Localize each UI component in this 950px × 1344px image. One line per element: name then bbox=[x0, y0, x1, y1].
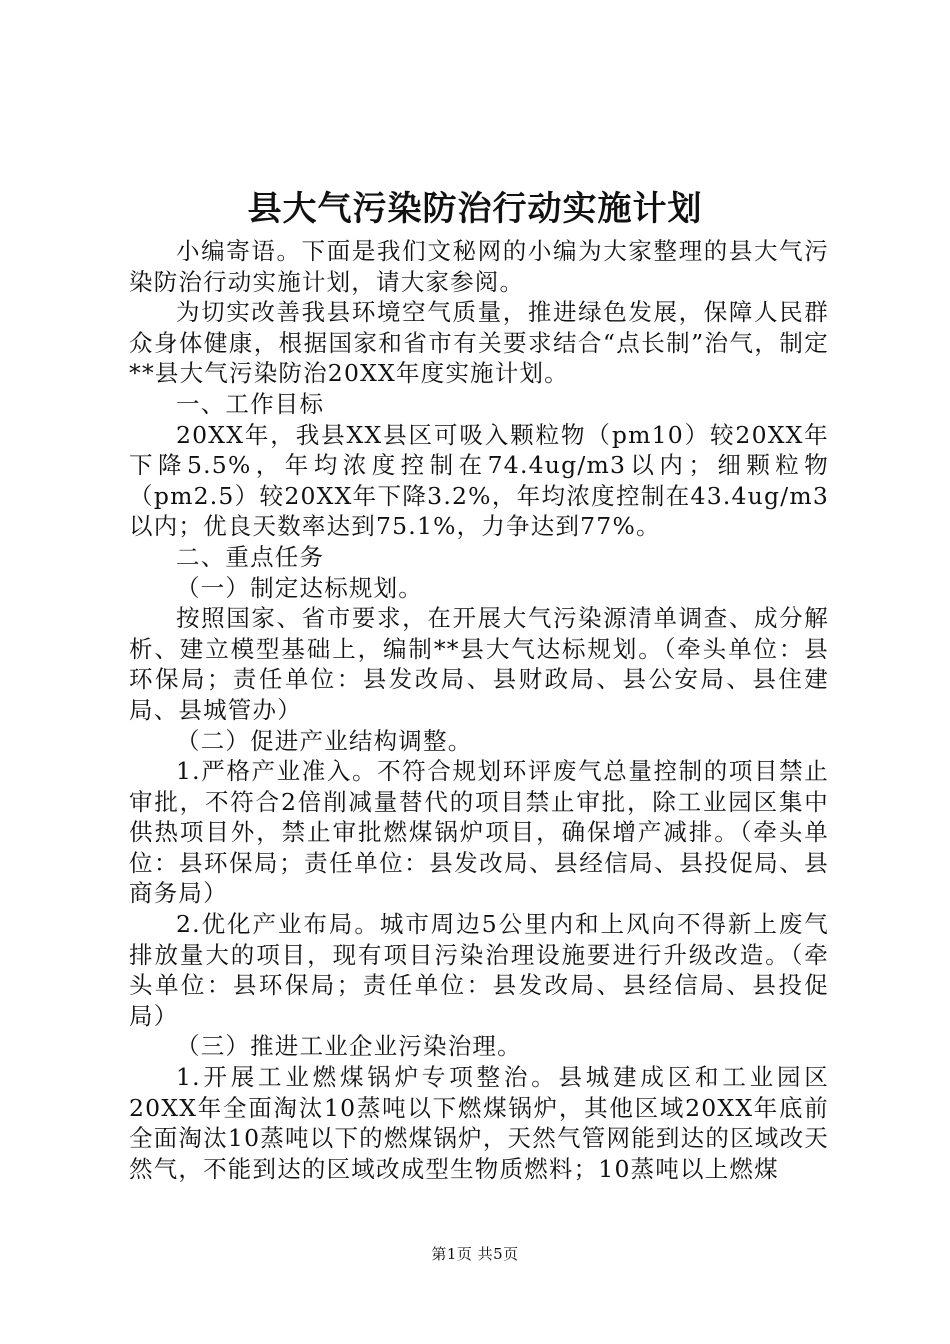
paragraph-intro: 小编寄语。下面是我们文秘网的小编为大家整理的县大气污染防治行动实施计划，请大家参阅。 bbox=[129, 237, 829, 296]
document-body bbox=[129, 236, 829, 1184]
paragraph-goals: 20XX年，我县XX县区可吸入颗粒物（pm10）较20XX年下降5.5%，年均浓度控制在74.4ug/m3以内；细颗粒物（pm2.5）较20XX年下降3.2%，年均浓度控制在43.4ug/m3以内；优良天数率达到75.1%，力争达到77%。 bbox=[129, 420, 829, 541]
subheading-industry: （二）促进产业结构调整。 bbox=[176, 726, 473, 755]
subheading-plan: （一）制定达标规划。 bbox=[176, 573, 423, 602]
section-heading-goals: 一、工作目标 bbox=[176, 389, 325, 418]
page-footer: 第1页 共5页 bbox=[431, 1245, 519, 1263]
document-title: 县大气污染防治行动实施计划 bbox=[247, 189, 703, 229]
paragraph-purpose: 为切实改善我县环境空气质量，推进绿色发展，保障人民群众身体健康，根据国家和省市有关要求结合“点长制”治气，制定**县大气污染防治20XX年度实施计划。 bbox=[129, 298, 829, 388]
subheading-pollution: （三）推进工业企业污染治理。 bbox=[176, 1032, 522, 1061]
section-heading-tasks: 二、重点任务 bbox=[176, 542, 325, 571]
paragraph-pollution-1: 1.开展工业燃煤锅炉专项整治。县城建成区和工业园区20XX年全面淘汰10蒸吨以下燃煤锅炉，其他区域20XX年底前全面淘汰10蒸吨以下的燃煤锅炉，天然气管网能到达的区域改天然气，不能到达的区域改成型生物质燃料；10蒸吨以上燃煤 bbox=[129, 1063, 829, 1183]
paragraph-plan: 按照国家、省市要求，在开展大气污染源清单调查、成分解析、建立模型基础上，编制**县大气达标规划。（牵头单位：县环保局；责任单位：县发改局、县财政局、县公安局、县住建局、县城管办） bbox=[129, 604, 829, 724]
paragraph-industry-2: 2.优化产业布局。城市周边5公里内和上风向不得新上废气排放量大的项目，现有项目污染治理设施要进行升级改造。（牵头单位：县环保局；责任单位：县发改局、县经信局、县投促局） bbox=[129, 910, 829, 1030]
paragraph-industry-1: 1.严格产业准入。不符合规划环评废气总量控制的项目禁止审批，不符合2倍削减量替代的项目禁止审批，除工业园区集中供热项目外，禁止审批燃煤锅炉项目，确保增产减排。（牵头单位：县环保局；责任单位：县发改局、县经信局、县投促局、县商务局） bbox=[129, 757, 829, 908]
